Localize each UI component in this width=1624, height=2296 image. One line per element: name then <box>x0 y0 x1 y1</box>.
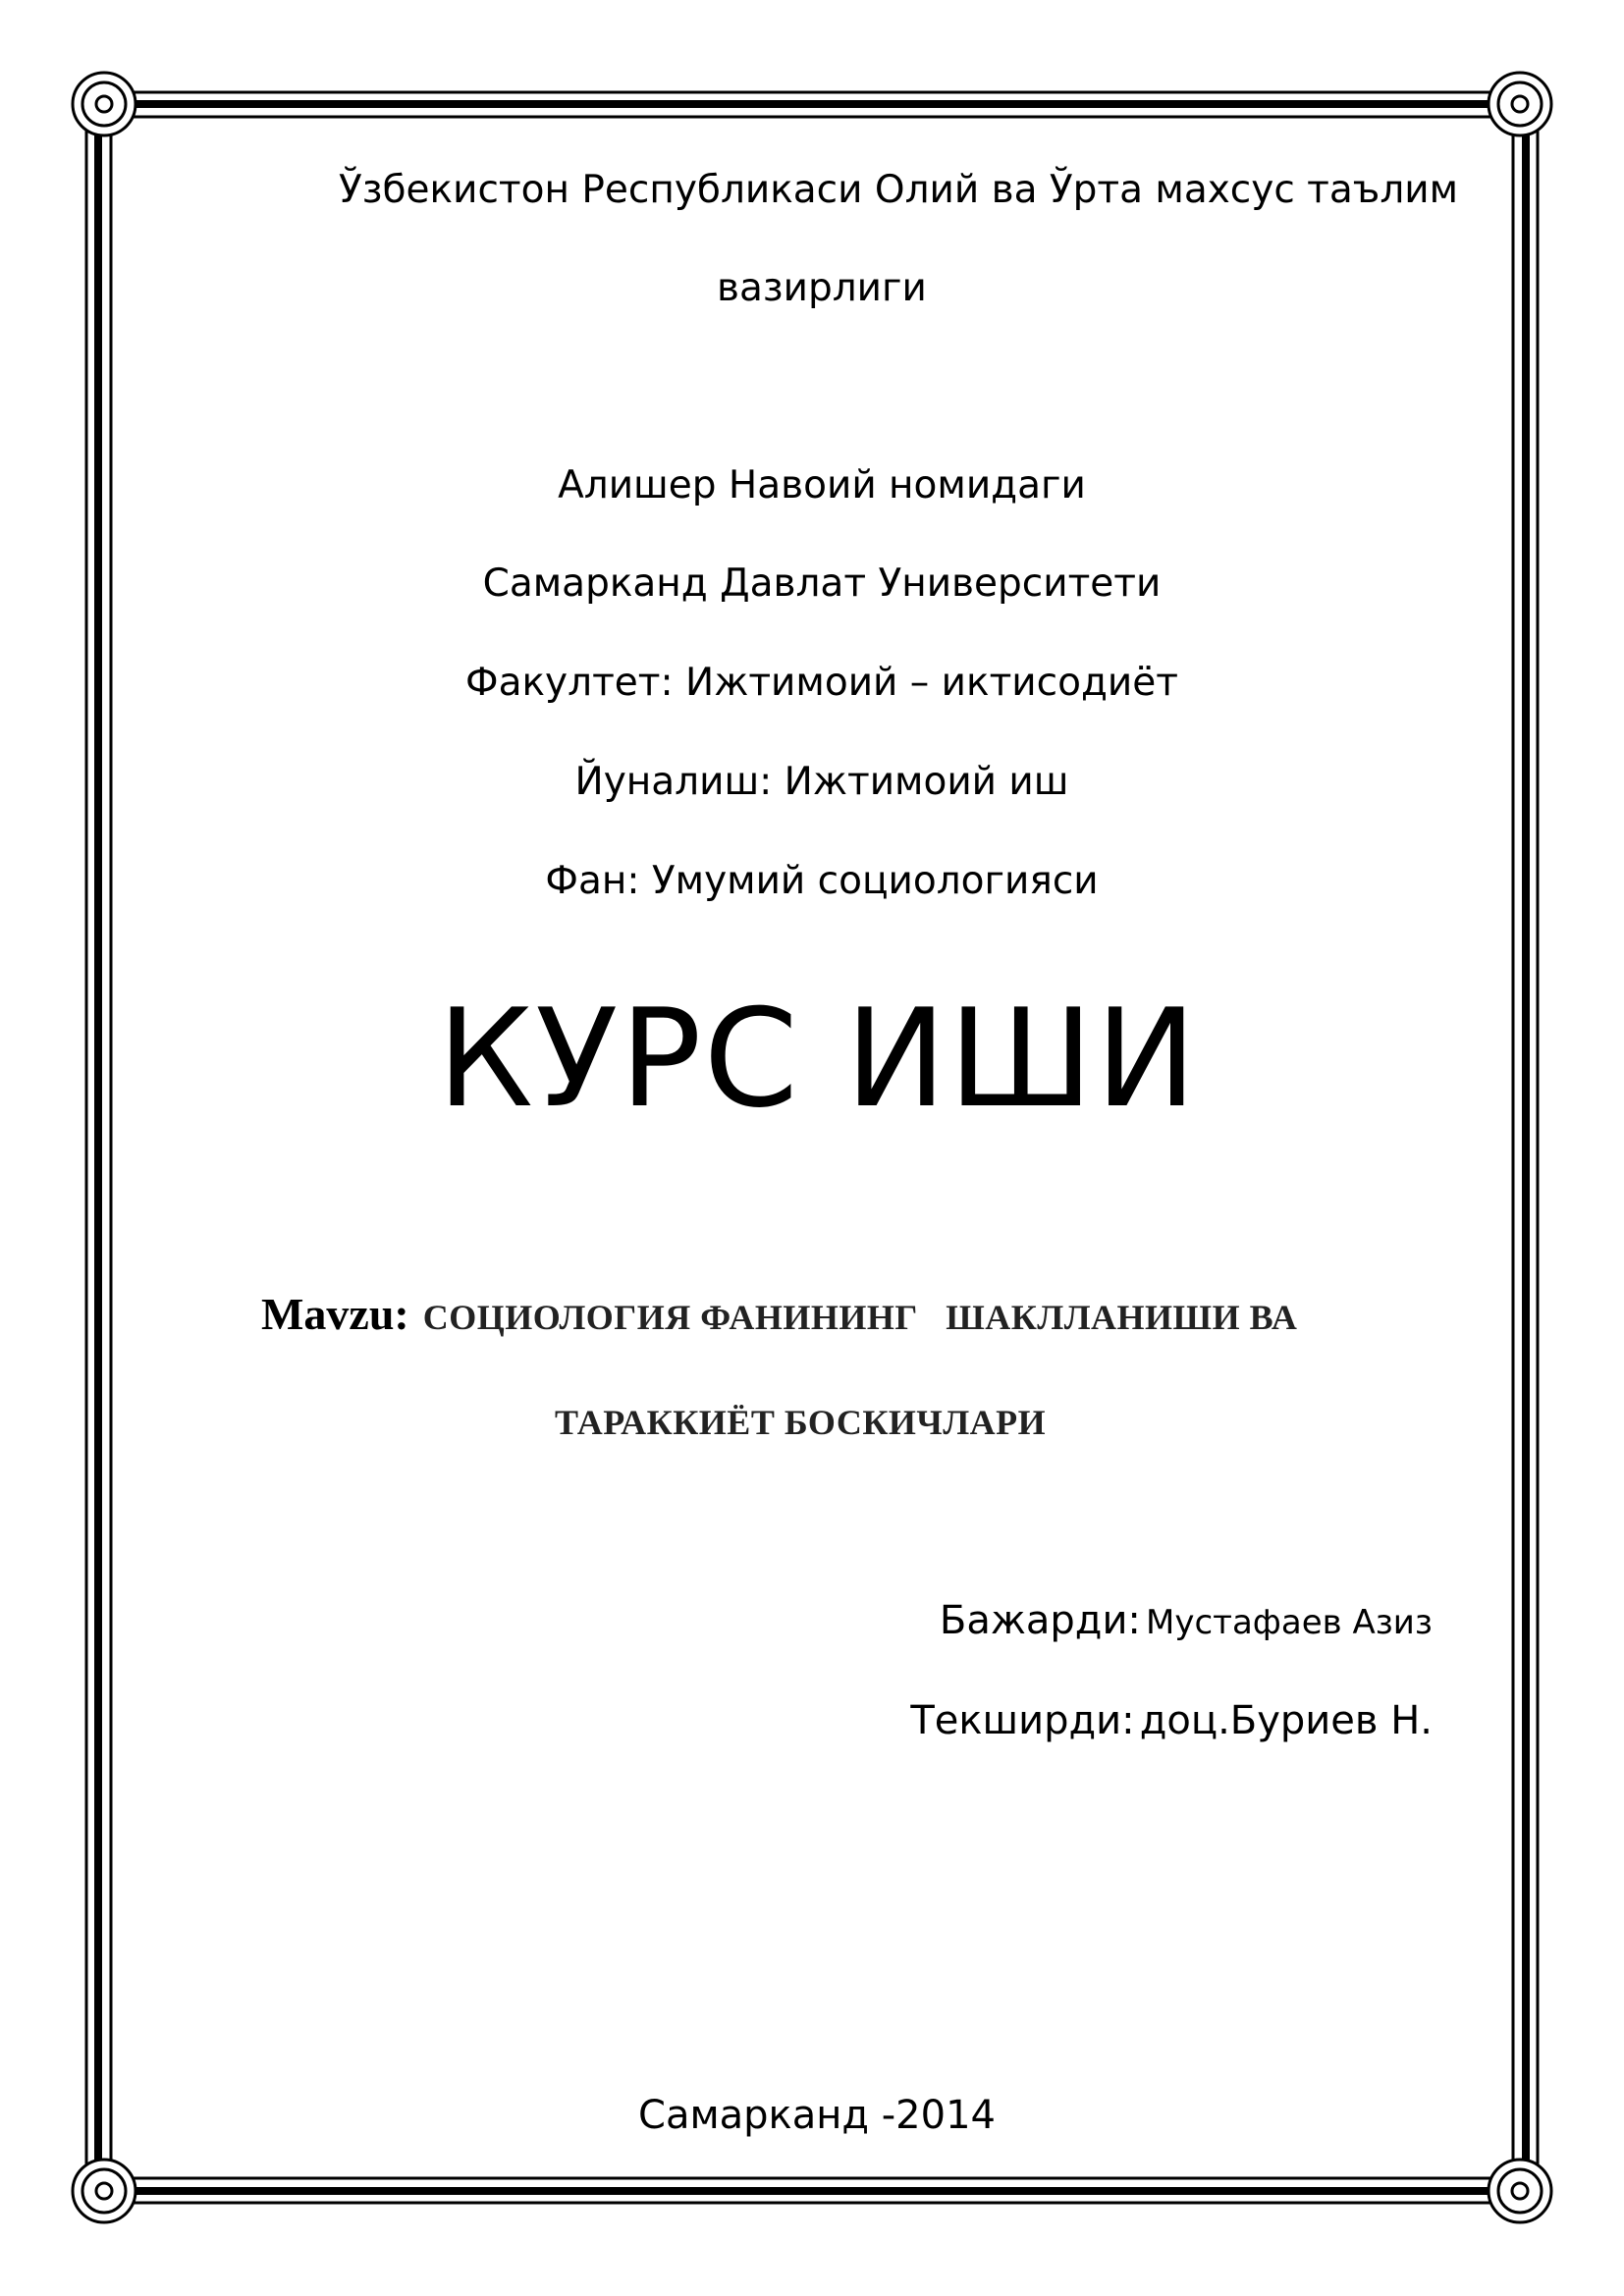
topic-label: Mavzu: <box>261 1289 409 1339</box>
faculty-line: Факултет: Ижтимоий – иктисодиёт <box>465 661 1178 705</box>
performed-by-name: Мустафаев Азиз <box>1146 1603 1433 1642</box>
checked-by-label: Текширди: <box>910 1698 1135 1743</box>
document-title: КУРС ИШИ <box>437 980 1199 1138</box>
topic-row <box>261 1288 1297 1340</box>
checked-by <box>910 1698 1433 1743</box>
performed-by <box>940 1598 1433 1643</box>
checked-by-name: доц.Буриев Н. <box>1139 1698 1433 1743</box>
corner-ornament-top-right-icon <box>1489 73 1551 135</box>
topic-text-line-2: ТАРАККИЁТ БОСКИЧЛАРИ <box>555 1403 1047 1442</box>
performed-by-label: Бажарди: <box>939 1598 1141 1643</box>
subject-line: Фан: Умумий социологияси <box>545 859 1099 903</box>
footer-city-year: Самарканд -2014 <box>638 2093 996 2138</box>
corner-ornament-top-left-icon <box>73 73 135 135</box>
topic-text-line-1: СОЦИОЛОГИЯ ФАНИНИНГ ШАКЛЛАНИШИ ВА <box>422 1298 1298 1337</box>
ministry-line-1: Ўзбекистон Республикаси Олий ва Ўрта махсус таълим <box>339 168 1459 212</box>
university-line-2: Самарканд Давлат Университети <box>482 561 1162 606</box>
direction-line: Йуналиш: Ижтимоий иш <box>574 760 1069 804</box>
ministry-line-2: вазирлиги <box>717 266 927 310</box>
corner-ornament-bottom-right-icon <box>1489 2160 1551 2222</box>
university-line-1: Алишер Навоий номидаги <box>558 463 1086 507</box>
corner-ornament-bottom-left-icon <box>73 2160 135 2222</box>
